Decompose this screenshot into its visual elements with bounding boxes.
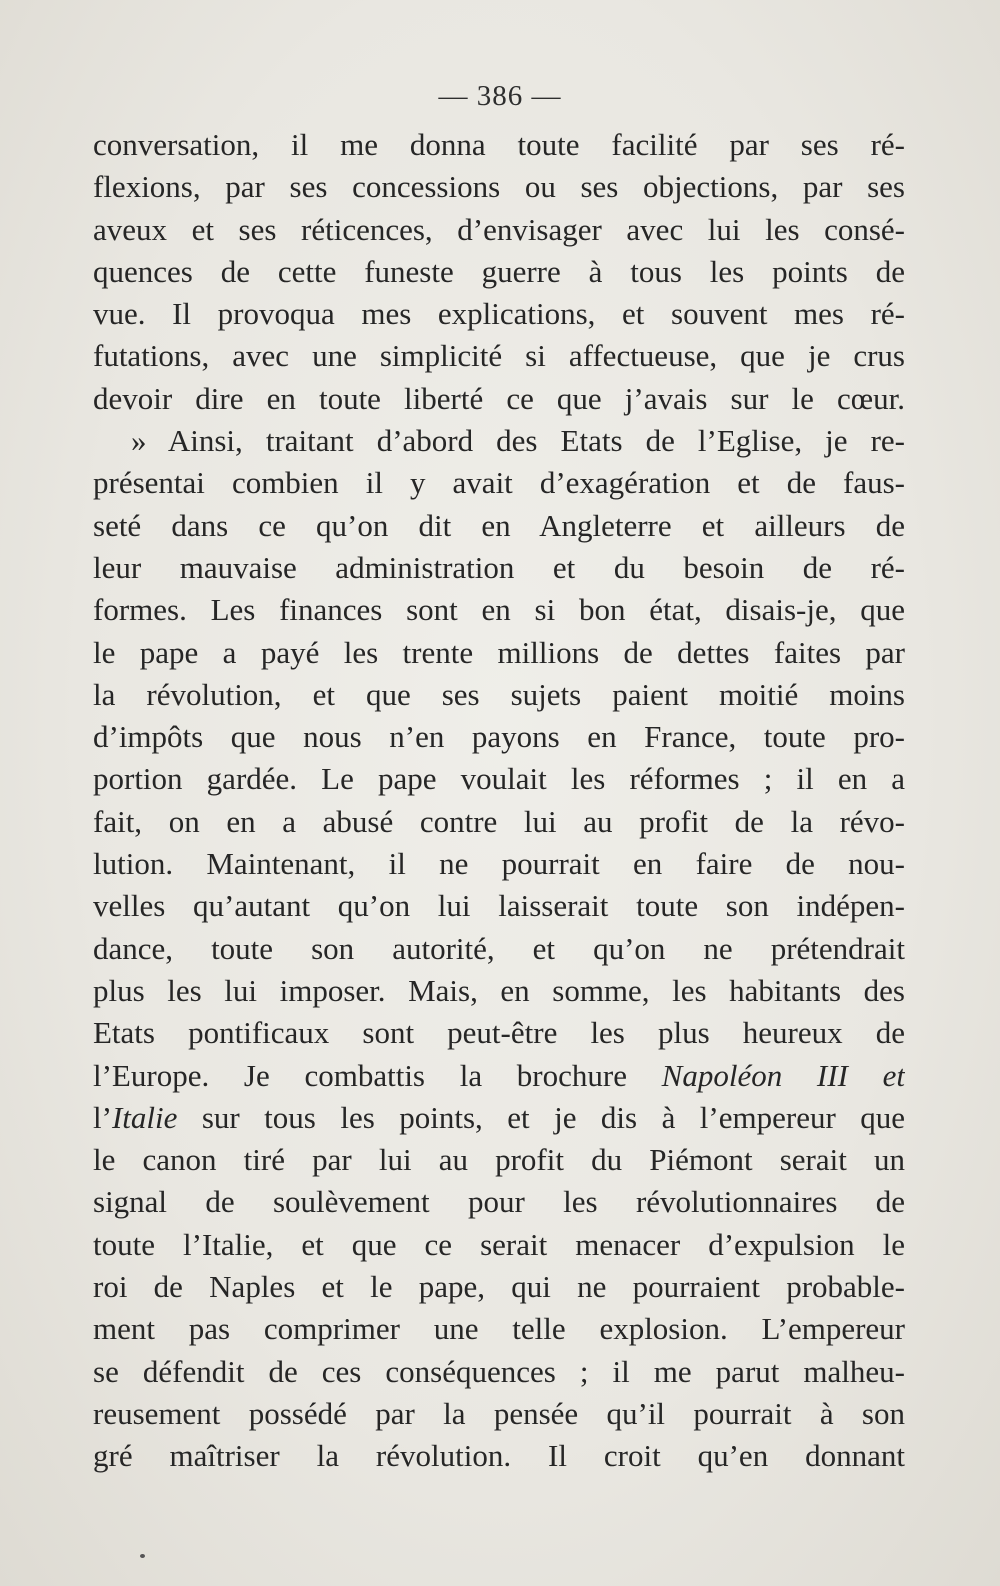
text-line: gré maîtriser la révolution. Il croit qu’en donnant (93, 1438, 905, 1474)
italic-title: Italie (111, 1099, 178, 1135)
text-span: l’Europe. Je combattis la brochure (93, 1057, 662, 1093)
page-number: — 386 — (438, 80, 562, 112)
text-line: » Ainsi, traitant d’abord des Etats de l’Eglise, je re- (131, 423, 905, 459)
text-line: lution. Maintenant, il ne pourrait en faire de nou- (93, 846, 905, 882)
text-line: dance, toute son autorité, et qu’on ne prétendrait (93, 930, 905, 966)
text-line: le canon tiré par lui au profit du Piémont serait un (93, 1142, 905, 1178)
text-line: aveux et ses réticences, d’envisager avec lui les consé- (93, 211, 905, 247)
italic-title: Napoléon III et (661, 1057, 905, 1093)
ink-speck (140, 1554, 145, 1558)
text-line: roi de Naples et le pape, qui ne pourraient probable- (93, 1269, 905, 1305)
text-line: le pape a payé les trente millions de dettes faites par (93, 634, 905, 670)
text-line: signal de soulèvement pour les révolutionnaires de (93, 1184, 905, 1220)
text-line: ment pas comprimer une telle explosion. L’empereur (93, 1311, 905, 1347)
text-line: vue. Il provoqua mes explications, et souvent mes ré- (93, 296, 905, 332)
text-line: futations, avec une simplicité si affectueuse, que je crus (93, 338, 905, 374)
text-line: portion gardée. Le pape voulait les réformes ; il en a (93, 761, 905, 797)
text-line: devoir dire en toute liberté ce que j’avais sur le cœur. (93, 380, 905, 416)
text-line: formes. Les finances sont en si bon état, disais-je, que (93, 592, 905, 628)
text-line: seté dans ce qu’on dit en Angleterre et ailleurs de (93, 507, 905, 543)
text-line: Etats pontificaux sont peut-être les plus heureux de (93, 1015, 905, 1051)
text-line: plus les lui imposer. Mais, en somme, les habitants des (93, 972, 905, 1008)
text-line: présentai combien il y avait d’exagération et de faus- (93, 465, 905, 501)
text-line: reusement possédé par la pensée qu’il pourrait à son (93, 1395, 905, 1431)
text-line: quences de cette funeste guerre à tous les points de (93, 253, 905, 289)
text-line: fait, on en a abusé contre lui au profit de la révo- (93, 803, 905, 839)
text-line: velles qu’autant qu’on lui laisserait toute son indépen- (93, 888, 905, 924)
text-line-with-italic (93, 1055, 905, 1097)
text-line: flexions, par ses concessions ou ses objections, par ses (93, 169, 905, 205)
text-line: d’impôts que nous n’en payons en France, toute pro- (93, 719, 905, 755)
text-line: la révolution, et que ses sujets paient moitié moins (93, 676, 905, 712)
text-span: sur tous les points, et je dis à l’empereur que (177, 1099, 905, 1135)
text-line: leur mauvaise administration et du besoin de ré- (93, 549, 905, 585)
text-line: conversation, il me donna toute facilité par ses ré- (93, 127, 905, 162)
text-span: l’ (93, 1099, 112, 1135)
text-line-with-italic (93, 1097, 905, 1139)
text-line: toute l’Italie, et que ce serait menacer d’expulsion le (93, 1226, 905, 1262)
text-line: se défendit de ces conséquences ; il me parut malheu- (93, 1353, 905, 1389)
body-text (93, 124, 905, 1478)
